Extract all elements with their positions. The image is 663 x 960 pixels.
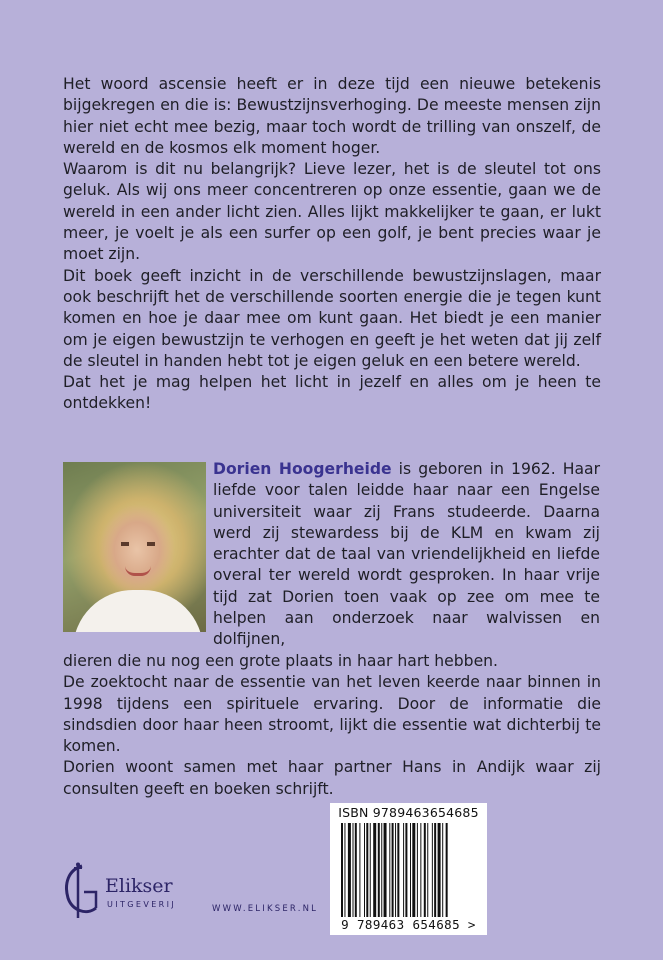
author-bio-text: is geboren in 1962. Haar liefde voor talen leidde haar naar een Engelse universiteit waar zij Frans studeerde. Daarna werd zij stewardess bij de KLM en kwam zij erachter dat de taal van vriendelijkheid en liefde overal ter wereld wordt gesproken. In haar vrije tijd zat Dorien toen vaak op zee om mee te helpen aan onderzoek naar walvissen en dolfijnen,	[213, 460, 601, 649]
publisher-subtitle: UITGEVERIJ	[107, 900, 177, 909]
elikser-emblem-icon	[60, 862, 104, 920]
author-bio-intro	[213, 459, 600, 651]
photo-eyes	[121, 542, 155, 546]
bio-paragraph: Dorien woont samen met haar partner Hans in Andijk waar zij consulten geeft en boeken schrijft.	[63, 758, 601, 798]
barcode-icon	[338, 823, 479, 919]
blurb-paragraph: Het woord ascensie heeft er in deze tijd een nieuwe betekenis bijgekregen en die is: Bewustzijnsverhoging. De meeste mensen zijn hier niet echt mee bezig, maar toch wordt de trilling van onszelf, de wereld en de kosmos elk moment hoger.	[63, 75, 601, 157]
bio-paragraph: dieren die nu nog een grote plaats in haar hart hebben.	[63, 652, 499, 670]
isbn-label: ISBN 9789463654685	[338, 805, 479, 820]
isbn-barcode-box	[330, 803, 487, 935]
blurb-paragraph: Waarom is dit nu belangrijk? Lieve lezer, het is de sleutel tot ons geluk. Als wij ons meer concentreren op onze essentie, gaan we de wereld in een ander licht zien. Alles lijkt makkelijker te gaan, er lukt meer, je voelt je als een surfer op een golf, je bent precies waar je moet zijn.	[63, 160, 601, 264]
back-cover-blurb	[63, 74, 601, 415]
blurb-paragraph: Dit boek geeft inzicht in de verschillende bewustzijnslagen, maar ook beschrijft het de verschillende soorten energie die je tegen kunt komen en hoe je daar mee om kunt gaan. Het biedt je een manier om je eigen bewustzijn te verhogen en geeft je het weten dat jij zelf de sleutel in handen hebt tot je eigen geluk en een betere wereld.	[63, 266, 601, 370]
bio-paragraph: De zoektocht naar de essentie van het leven keerde naar binnen in 1998 tijdens een spirituele ervaring. Door de informatie die sindsdien door haar heen stroomt, lijkt die essentie wat dichterbij te komen.	[63, 673, 601, 756]
photo-smile	[125, 566, 151, 576]
publisher-name: Elikser	[105, 875, 173, 897]
author-name: Dorien Hoogerheide	[213, 460, 392, 478]
blurb-paragraph: Dat het je mag helpen het licht in jezelf en alles om je heen te ontdekken!	[63, 373, 601, 413]
publisher-website: WWW.ELIKSER.NL	[212, 904, 319, 914]
barcode-digits: 9 789463 654685 >	[341, 917, 476, 932]
photo-shirt	[73, 590, 203, 632]
author-photo	[63, 462, 206, 632]
publisher-logo	[60, 862, 200, 920]
author-bio-continued	[63, 651, 601, 800]
